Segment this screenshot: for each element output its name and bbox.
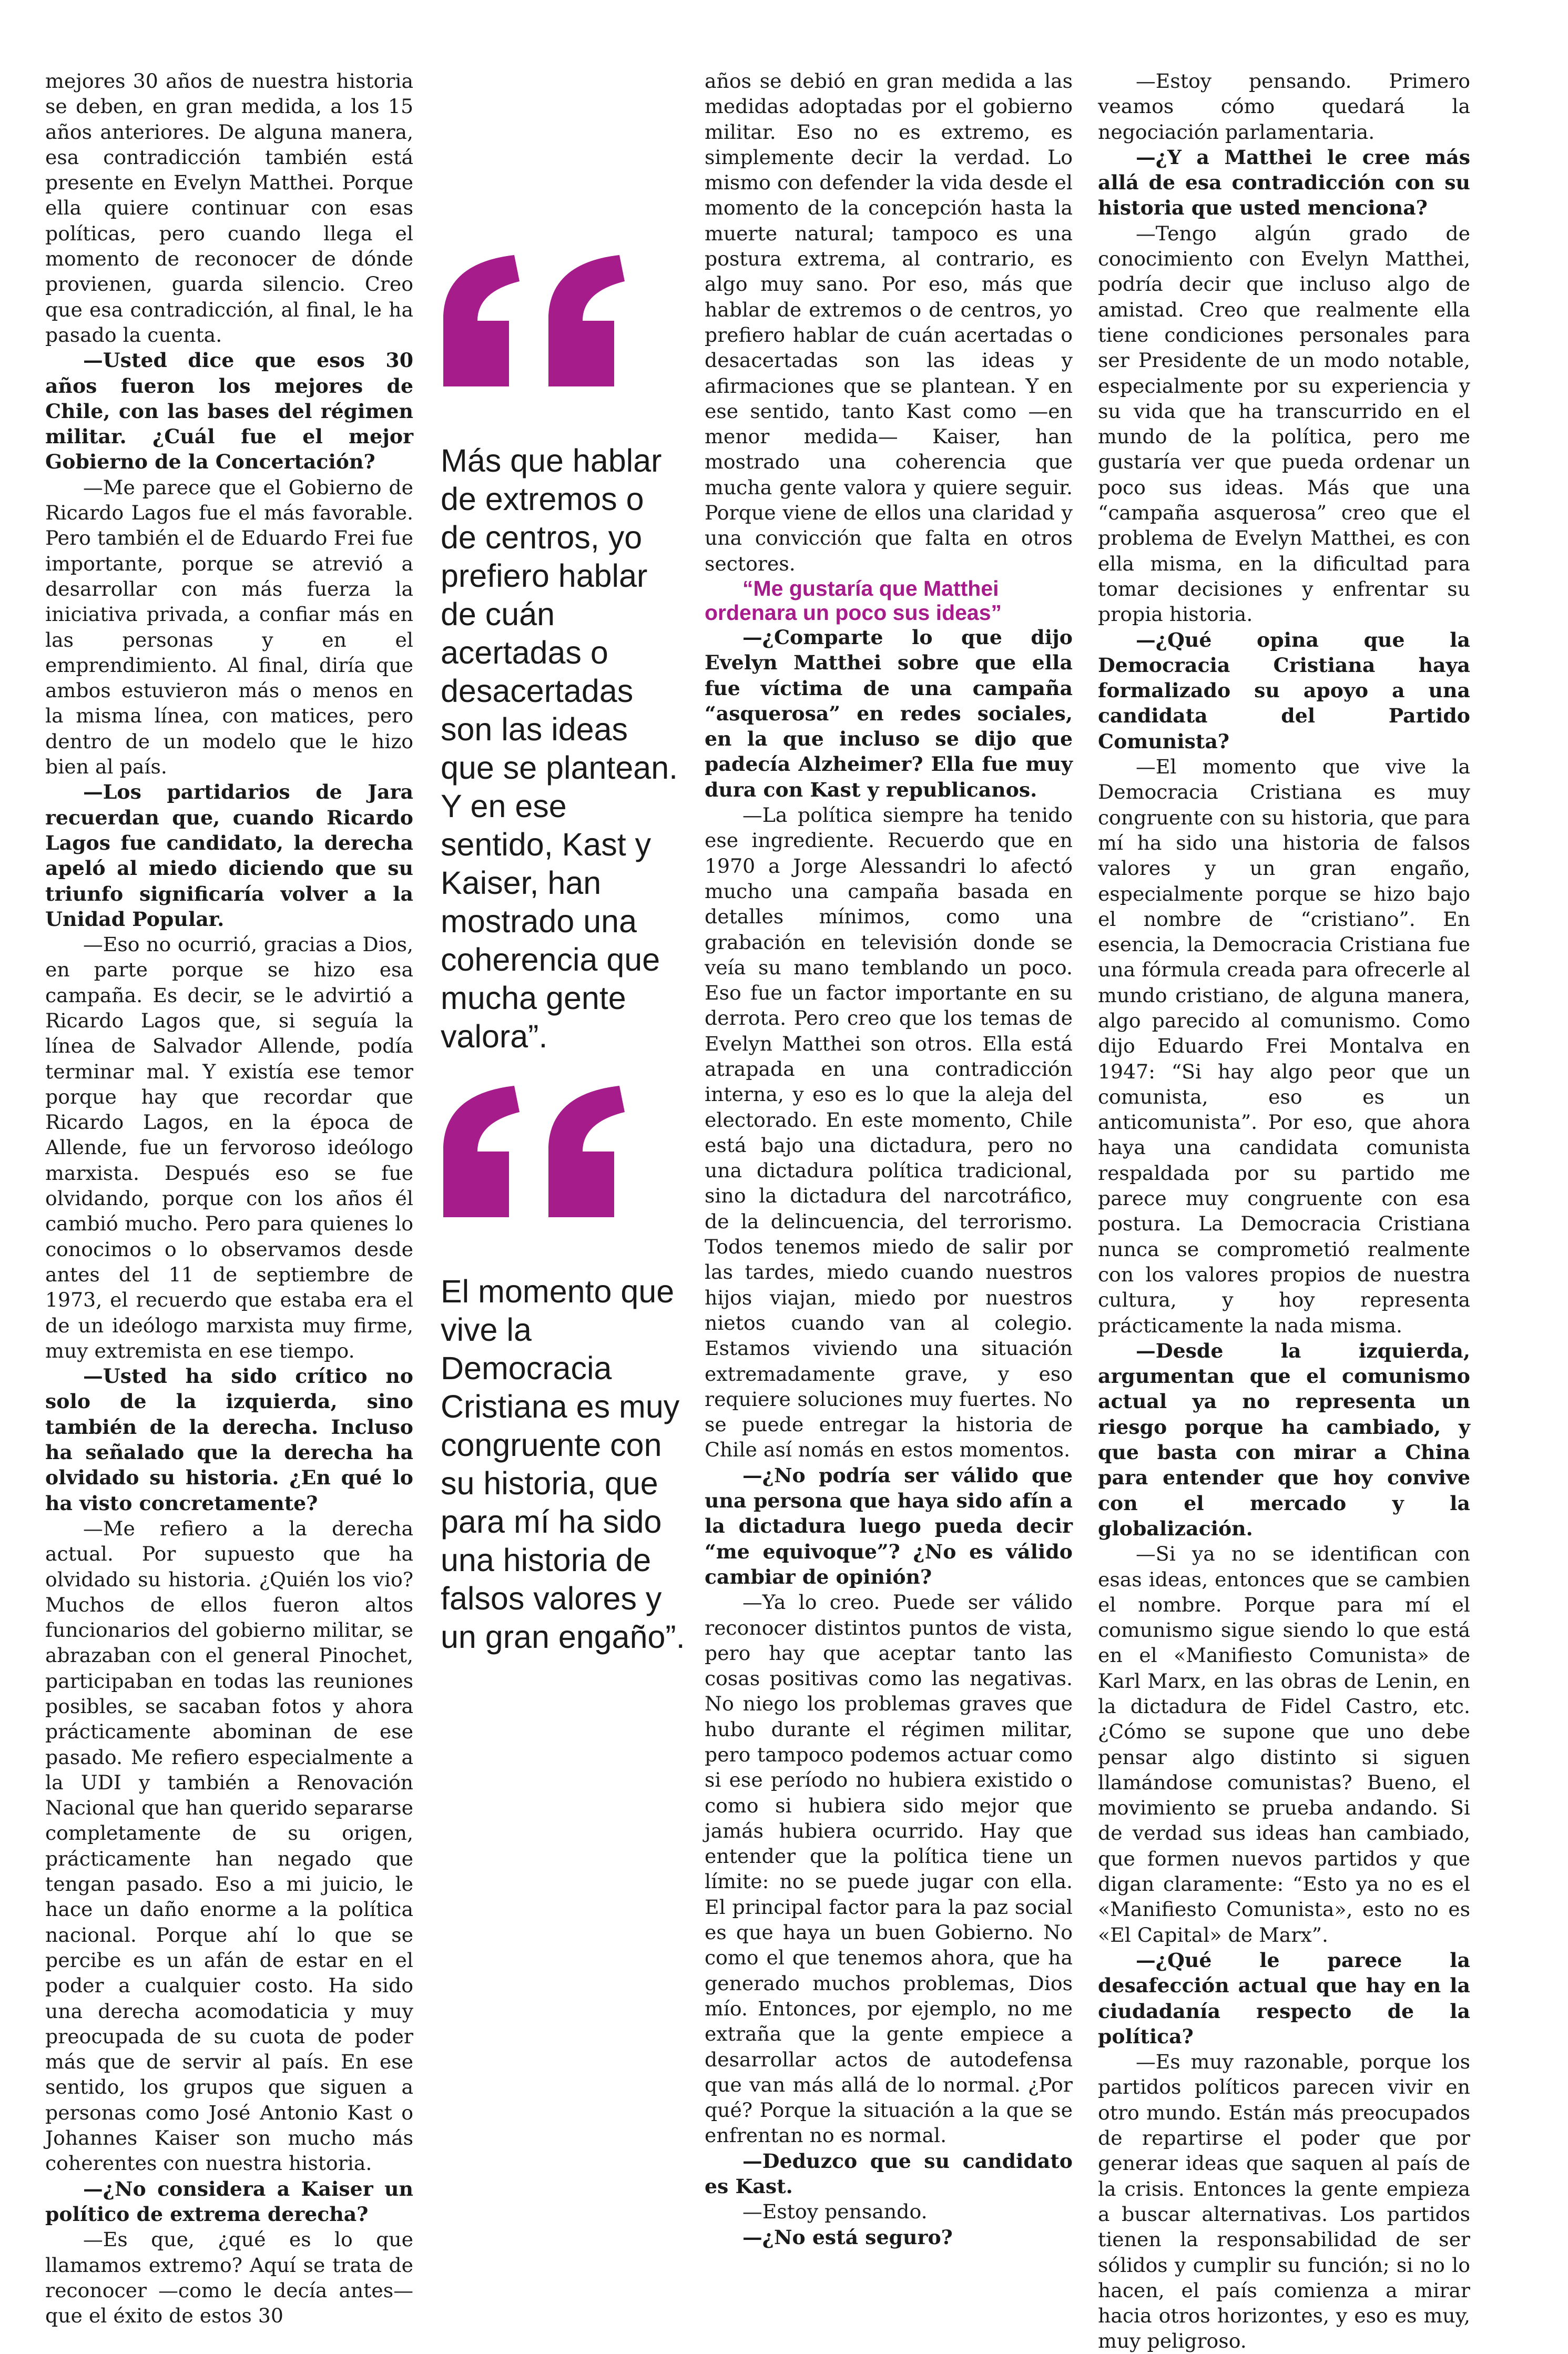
question-paragraph: —Usted ha sido crítico no solo de la izquierda, sino también de la derecha. Incluso ha señalado que la derecha ha olvidado su historia. ¿En qué lo ha visto concretamente?	[45, 1364, 413, 1515]
quote-mark-icon	[441, 252, 651, 389]
question-paragraph: —¿Qué opina que la Democracia Cristiana haya formalizado su apoyo a una candidata del Partido Comunista?	[1098, 628, 1470, 753]
answer-paragraph: —Estoy pensando. Primero veamos cómo quedará la negociación parlamentaria.	[1098, 69, 1470, 144]
answer-paragraph: —Me parece que el Gobierno de Ricardo Lagos fue el más favorable. Pero también el de Eduardo Frei fue importante, porque se atrevió a desarrollar con más fuerza la iniciativa privada, a confiar más en las personas y en el emprendimiento. Al final, diría que ambos estuvieron más o menos en la misma línea, con matices, pero dentro de un modelo que le hizo bien al país.	[45, 475, 413, 779]
answer-paragraph: —Me refiero a la derecha actual. Por supuesto que ha olvidado su historia. ¿Quién los vio? Muchos de ellos fueron altos funcionarios del gobierno militar, se abrazaban con el general Pinochet, participaban en todas las reuniones posibles, se sacaban fotos y ahora prácticamente abominan de ese pasado. Me refiero especialmente a la UDI y también a Renovación Nacional que han querido separarse completamente de su origen, prácticamente han negado que tengan pasado. Eso a mi juicio, le hace un daño enorme a la política nacional. Porque ahí lo que se percibe es un afán de estar en el poder a cualquier costo. Ha sido una derecha acomodaticia y muy preocupada de su cuota de poder más que de servir al país. En ese sentido, los grupos que siguen a personas como José Antonio Kast o Johannes Kaiser son mucho más coherentes con nuestra historia.	[45, 1516, 413, 2175]
question-paragraph: —Los partidarios de Jara recuerdan que, cuando Ricardo Lagos fue candidato, la derecha apeló al miedo diciendo que su triunfo significaría volver a la Unidad Popular.	[45, 780, 413, 931]
quote-mark-icon	[441, 1083, 651, 1220]
answer-paragraph: mejores 30 años de nuestra historia se deben, en gran medida, a los 15 años anteriores. De alguna manera, esa contradicción también está presente en Evelyn Matthei. Porque ella quiere continuar con esas políticas, pero cuando llega el momento de reconocer de dónde provienen, guarda silencio. Creo que esa contradicción, al final, le ha pasado la cuenta.	[45, 69, 413, 347]
question-paragraph: —¿Y a Matthei le cree más allá de esa contradicción con su historia que usted menciona?	[1098, 145, 1470, 220]
answer-paragraph: —Si ya no se identifican con esas ideas, entonces que se cambien el nombre. Porque para mí el comunismo sigue siendo lo que está en el «Manifiesto Comunista» de Karl Marx, en las obras de Lenin, en la dictadura de Fidel Castro, etc. ¿Cómo se supone que uno debe pensar algo distinto si siguen llamándose comunistas? Bueno, el movimiento se prueba andando. Si de verdad sus ideas han cambiado, que formen nuevos partidos y que digan claramente: “Esto ya no es el «Manifiesto Comunista», esto no es «El Capital» de Marx”.	[1098, 1542, 1470, 1947]
article-column-4	[1098, 68, 1470, 2354]
question-paragraph: —¿Comparte lo que dijo Evelyn Matthei sobre que ella fue víctima de una campaña “asquerosa” en redes sociales, en la que incluso se dijo que padecía Alzheimer? Ella fue muy dura con Kast y republicanos.	[705, 625, 1073, 801]
question-paragraph: —¿No considera a Kaiser un político de extrema derecha?	[45, 2177, 413, 2226]
section-subheading: “Me gustaría que Matthei ordenara un poco sus ideas”	[705, 576, 1002, 625]
answer-paragraph: años se debió en gran medida a las medidas adoptadas por el gobierno militar. Eso no es extremo, es simplemente decir la verdad. Lo mismo con defender la vida desde el momento de la concepción hasta la muerte natural; tampoco es una postura extrema, al contrario, es algo muy sano. Por eso, más que hablar de extremos o de centros, yo prefiero hablar de cuán acertadas o desacertadas son las ideas y afirmaciones que se plantean. Y en ese sentido, tanto Kast como —en menor medida— Kaiser, han mostrado una coherencia que mucha gente valora y quiere seguir. Porque viene de ellos una claridad y una convicción que falta en otros sectores.	[705, 69, 1073, 575]
question-paragraph: —Usted dice que esos 30 años fueron los mejores de Chile, con las bases del régimen militar. ¿Cuál fue el mejor Gobierno de la Concertación?	[45, 349, 413, 474]
answer-paragraph: —El momento que vive la Democracia Cristiana es muy congruente con su historia, que para mí ha sido una historia de falsos valores y un gran engaño, especialmente porque se hizo bajo el nombre de “cristiano”. En esencia, la Democracia Cristiana fue una fórmula creada para ofrecerle al mundo cristiano, de alguna manera, algo parecido al comunismo. Como dijo Eduardo Frei Montalva en 1947: “Si hay algo peor que un comunista, eso es un anticomunista”. Por eso, que ahora haya una candidata comunista respaldada por su partido me parece muy congruente con esa postura. La Democracia Cristiana nunca se comprometió realmente con los valores propios de nuestra cultura, y hoy representa prácticamente la nada misma.	[1098, 755, 1470, 1337]
question-paragraph: —Deduzco que su candidato es Kast.	[705, 2149, 1073, 2198]
answer-paragraph: —La política siempre ha tenido ese ingrediente. Recuerdo que en 1970 a Jorge Alessandri lo afectó mucho una campaña basada en detalles mínimos, como una grabación en televisión donde se veía su mano temblando un poco. Eso fue un factor importante en su derrota. Pero creo que los temas de Evelyn Matthei son otros. Ella está atrapada en una contradicción interna, y eso es lo que la aleja del electorado. En este momento, Chile está bajo una dictadura, pero no una dictadura política tradicional, sino la dictadura del narcotráfico, de la delincuencia, del terrorismo. Todos tenemos miedo de salir por las tardes, miedo cuando nuestros hijos viajan, miedo por nuestros nietos cuando van al colegio. Estamos viviendo una situación extremadamente grave, y eso requiere soluciones muy fuertes. No se puede entregar la historia de Chile así nomás en estos momentos.	[705, 803, 1073, 1462]
answer-paragraph: —Tengo algún grado de conocimiento con Evelyn Matthei, podría decir que incluso algo de amistad. Creo que realmente ella tiene condiciones personales para ser Presidente de un modo notable, especialmente por su experiencia y su vida que ha transcurrido en el mundo de la política, pero me gustaría ver que pueda ordenar un poco sus ideas. Más que una “campaña asquerosa” creo que el problema de Evelyn Matthei, es con ella misma, en la dificultad para tomar decisiones y enfrentar su propia historia.	[1098, 221, 1470, 626]
article-column-1	[45, 68, 413, 2328]
answer-paragraph: —Eso no ocurrió, gracias a Dios, en parte porque se hizo esa campaña. Es decir, se le advirtió a Ricardo Lagos que, si seguía la línea de Salvador Allende, podía terminar mal. Y existía ese temor porque hay que recordar que Ricardo Lagos, en la época de Allende, fue un fervoroso ideólogo marxista. Después eso se fue olvidando, porque con los años él cambió mucho. Pero para quienes lo conocimos o lo observamos desde antes del 11 de septiembre de 1973, el recuerdo que estaba era el de un ideólogo marxista muy firme, muy extremista en ese tiempo.	[45, 933, 413, 1362]
question-paragraph: —¿No podría ser válido que una persona que haya sido afín a la dictadura luego pueda decir “me equivoque”? ¿No es válido cambiar de opinión?	[705, 1463, 1073, 1588]
question-paragraph: —¿Qué le parece la desafección actual que hay en la ciudadanía respecto de la política?	[1098, 1948, 1470, 2048]
pull-quote: Más que hablar de extremos o de centros, yo prefiero hablar de cuán acertadas o desacertadas son las ideas que se plantean. Y en ese sentido, Kast y Kaiser, han mostrado una coherencia que mucha gente valora”.	[441, 443, 678, 1054]
answer-paragraph: —Estoy pensando.	[742, 2200, 928, 2224]
question-paragraph: —¿No está seguro?	[742, 2225, 953, 2249]
answer-paragraph: —Es que, ¿qué es lo que llamamos extremo? Aquí se trata de reconocer —como le decía antes— que el éxito de estos 30	[45, 2228, 413, 2328]
answer-paragraph: —Ya lo creo. Puede ser válido reconocer distintos puntos de vista, pero hay que aceptar tanto las cosas positivas como las negativas. No niego los problemas graves que hubo durante el régimen militar, pero tampoco podemos actuar como si ese período no hubiera existido o como si hubiera sido mejor que jamás hubiera ocurrido. Hay que entender que la política tiene un límite: no se puede jugar con ella. El principal factor para la paz social es que haya un buen Gobierno. No como el que tenemos ahora, que ha generado muchos problemas, Dios mío. Entonces, por ejemplo, no me extraña que la gente empiece a desarrollar actos de autodefensa que van más allá de lo normal. ¿Por qué? Porque la situación a la que se enfrentan no es normal.	[705, 1591, 1073, 2147]
question-paragraph: —Desde la izquierda, argumentan que el comunismo actual ya no representa un riesgo porque ha cambiado, y que basta con mirar a China para entender que hoy convive con el mercado y la globalización.	[1098, 1339, 1470, 1540]
pull-quote: El momento que vive la Democracia Cristiana es muy congruente con su historia, que para mí ha sido una historia de falsos valores y un gran engaño”.	[441, 1273, 685, 1655]
article-column-3	[705, 68, 1073, 2250]
answer-paragraph: —Es muy razonable, porque los partidos políticos parecen vivir en otro mundo. Están más preocupados de repartirse el poder que por generar ideas que saquen al país de la crisis. Entonces la gente empieza a buscar alternativas. Los partidos tienen la responsabilidad de ser sólidos y cumplir su función; si no lo hacen, el país comienza a mirar hacia otros horizontes, y eso es muy, muy peligroso.	[1098, 2050, 1470, 2353]
